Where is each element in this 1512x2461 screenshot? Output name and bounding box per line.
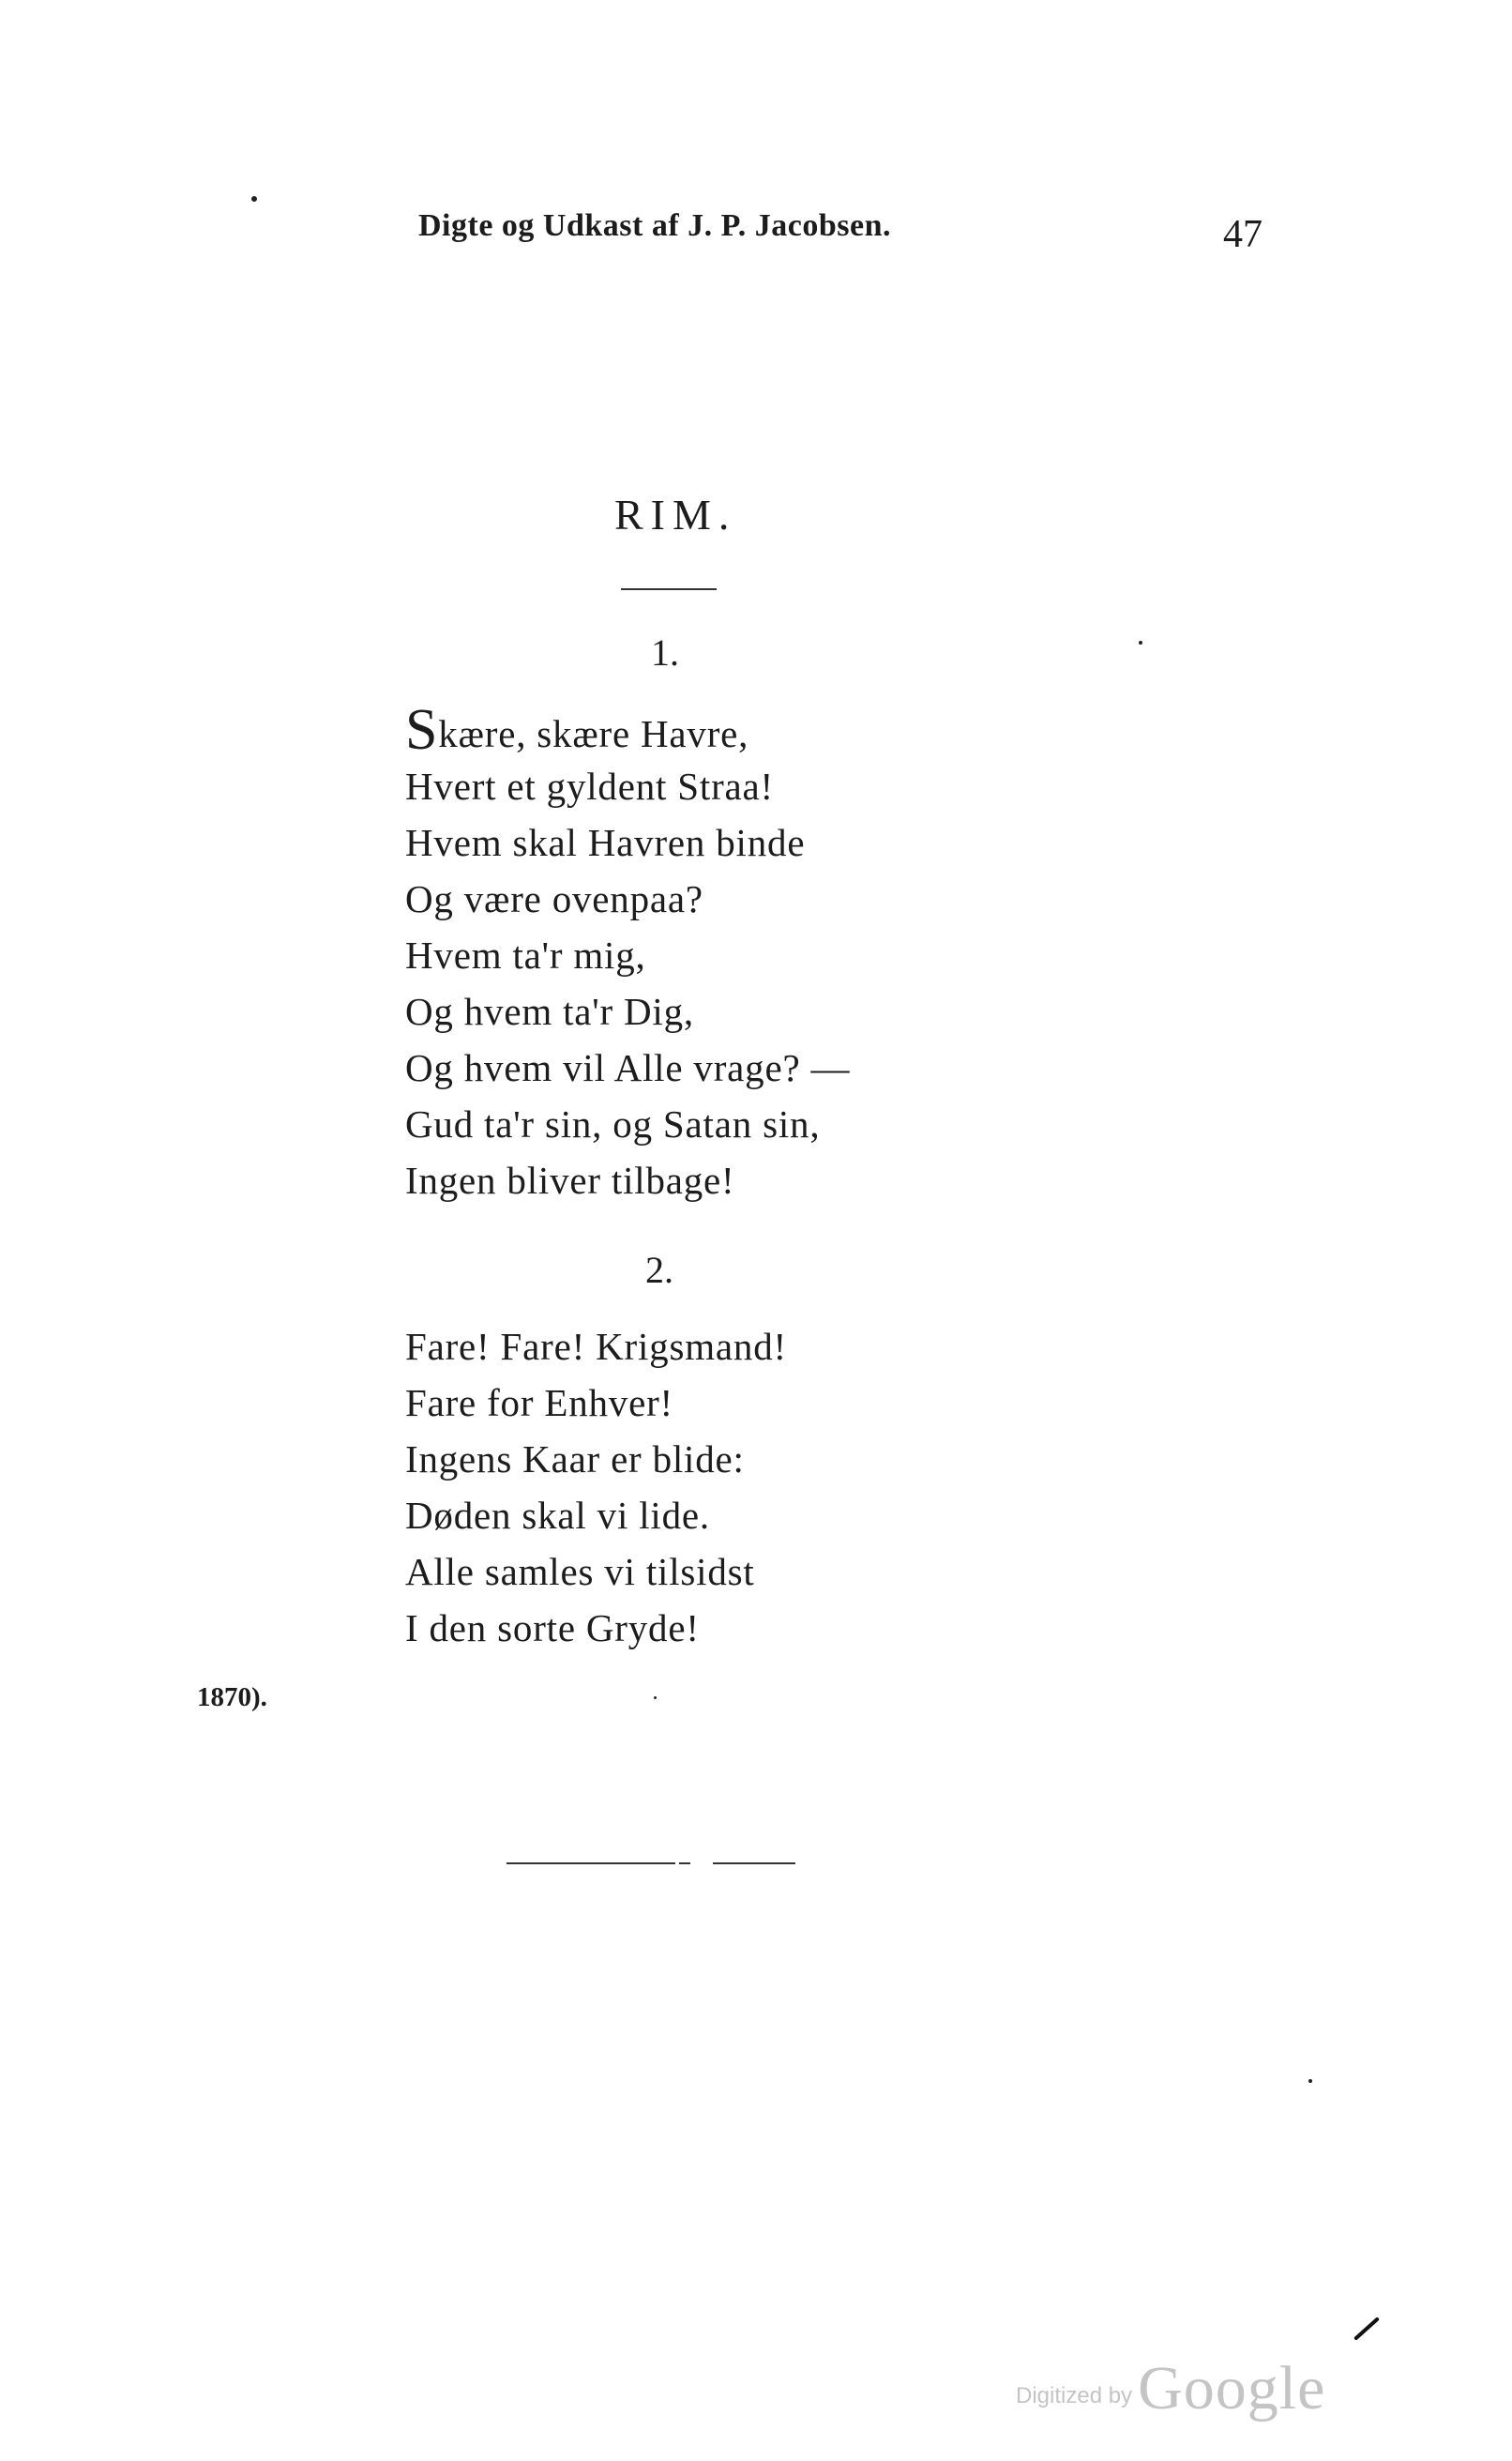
verse-line: Hvert et gyldent Straa! [405,765,774,808]
end-rule [507,1862,675,1864]
title-rule [621,588,717,590]
drop-cap: S [405,698,439,762]
section-number-1: 1. [651,631,679,674]
verse-line: I den sorte Gryde! [405,1606,700,1649]
end-rule [713,1862,795,1864]
ink-speck [1308,2079,1312,2083]
verse-line: Alle samles vi tilsidst [405,1550,755,1593]
section-number-2: 2. [645,1249,673,1291]
pen-mark-icon [1353,2317,1380,2341]
stanza-2 [405,1318,787,1656]
verse-line: Hvem skal Havren binde [405,821,806,864]
verse-line: Døden skal vi lide. [405,1494,710,1537]
digitization-watermark [1016,2353,1325,2424]
page-number: 47 [1223,213,1263,256]
verse-line: Og være ovenpaa? [405,877,703,920]
ink-speck [1139,641,1142,645]
verse-line-text: kære, skære Havre, [438,712,749,755]
verse-line: Og hvem ta'r Dig, [405,990,694,1033]
ink-speck [654,1696,657,1699]
stanza-1 [405,698,851,1208]
digitized-label: Digitized by [1016,2383,1133,2408]
poem-date: 1870). [197,1682,267,1712]
running-title: Digte og Udkast af J. P. Jacobsen. [418,208,892,243]
verse-line: Ingens Kaar er blide: [405,1437,745,1481]
verse-line: Gud ta'r sin, og Satan sin, [405,1102,821,1146]
verse-line: Hvem ta'r mig, [405,934,646,977]
verse-line: Fare for Enhver! [405,1381,674,1424]
google-logo: Google [1138,2354,1326,2423]
end-rule [679,1862,690,1864]
verse-line: Og hvem vil Alle vrage? — [405,1046,851,1089]
verse-line [405,698,850,762]
ink-speck [251,196,257,202]
verse-line: Ingen bliver tilbage! [405,1159,735,1202]
poem-title: RIM. [614,491,737,539]
verse-line: Fare! Fare! Krigsmand! [405,1325,787,1368]
